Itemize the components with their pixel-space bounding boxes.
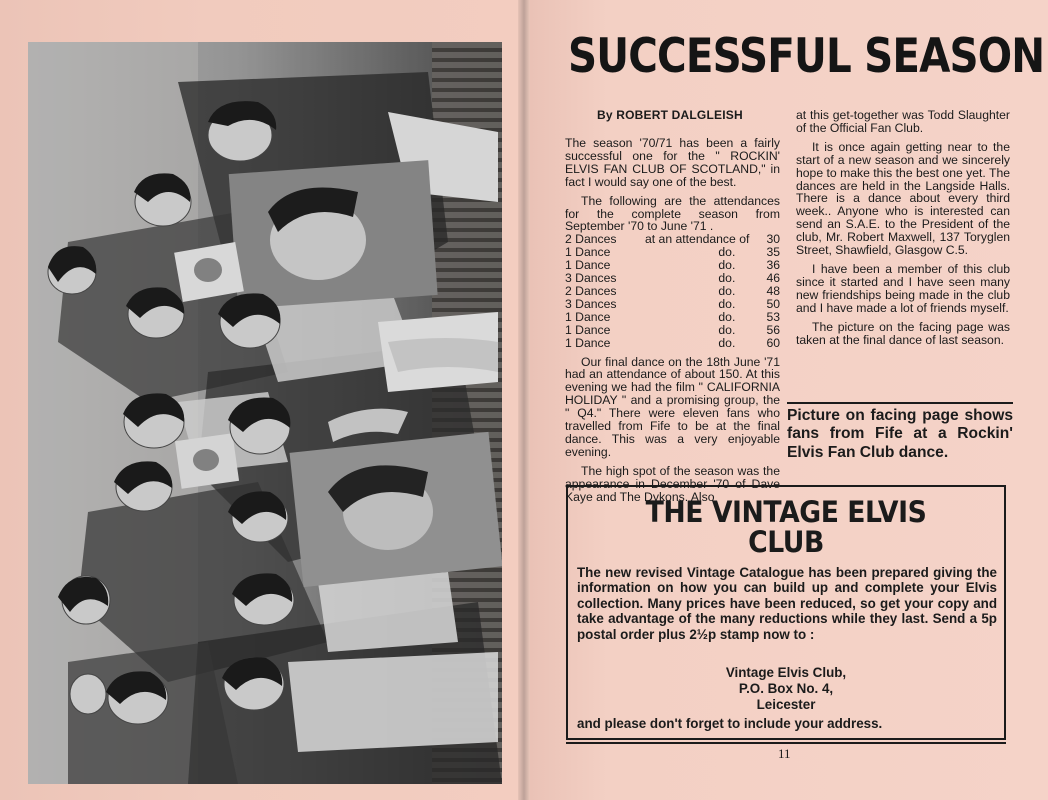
attendance-value: 30 xyxy=(766,232,780,247)
attendance-value: 56 xyxy=(766,322,780,337)
page-number: 11 xyxy=(778,746,791,761)
attendance-note: do. xyxy=(718,322,736,337)
attendance-count: 2 Dances xyxy=(565,232,617,247)
article-column-right xyxy=(796,109,1010,346)
ad-address-line: P.O. Box No. 4, xyxy=(738,681,834,696)
ad-title-line2: CLUB xyxy=(748,525,824,559)
article-paragraph: The season '70/71 has been a fairly successful one for the " ROCKIN' ELVIS FAN CLUB OF SCOTLAND," in fact I would say one of the best. xyxy=(565,136,780,189)
article-title: SUCCESSFUL SEASON xyxy=(568,29,1045,84)
ad-address xyxy=(568,665,1004,713)
attendance-row xyxy=(565,298,780,311)
attendance-count: 3 Dances xyxy=(565,296,617,311)
left-page xyxy=(0,0,520,800)
attendance-count: 1 Dance xyxy=(565,258,611,273)
attendance-count: 1 Dance xyxy=(565,309,611,324)
ad-address-line: Leicester xyxy=(756,697,816,712)
attendance-row xyxy=(565,311,780,324)
vintage-elvis-club-ad xyxy=(566,485,1006,740)
article-paragraph: It is once again getting near to the start of a new season and we sincerely hope to make this the best one yet. The dances are held in the Langside Halls. There is a dance about every third week.. Anyone who is interested can send an S.A.E. to the President of the club, Mr. Robert Maxwell, 137 Toryglen Street, Shawfield, Glasgow C.5. xyxy=(796,139,1010,258)
article-column-left xyxy=(565,137,780,503)
attendance-note: do. xyxy=(718,271,736,286)
attendance-row xyxy=(565,324,780,337)
article-paragraph: The high spot of the season was the appearance in December '70 of Dave Kaye and The Dykons. Also xyxy=(565,463,780,504)
attendance-note: do. xyxy=(718,258,736,273)
ad-body-text: The new revised Vintage Catalogue has been prepared giving the information on how you can build up and complete your Elvis collection. Many prices have been reduced, so get your copy and take advantage of the many reductions while they last. Send a 5p postal order plus 2½p stamp now to : xyxy=(577,565,997,642)
page-fold xyxy=(518,0,530,800)
attendance-value: 46 xyxy=(766,271,780,286)
ad-address-line: Vintage Elvis Club, xyxy=(725,665,847,680)
fan-club-group-photo xyxy=(28,42,502,784)
attendance-value: 48 xyxy=(766,283,780,298)
ad-bottom-rule xyxy=(566,742,1006,744)
attendance-value: 60 xyxy=(766,335,780,350)
article-paragraph: I have been a member of this club since it started and I have seen many new friendships being made in the club and I have made a lot of friends myself. xyxy=(796,261,1010,315)
attendance-note: do. xyxy=(718,245,736,260)
ad-title-line1: THE VINTAGE ELVIS xyxy=(645,495,927,529)
attendance-count: 1 Dance xyxy=(565,335,611,350)
attendance-row xyxy=(565,285,780,298)
attendance-row xyxy=(565,337,780,350)
attendance-note: do. xyxy=(718,309,736,324)
article-paragraph: The picture on the facing page was taken at the final dance of last season. xyxy=(796,319,1010,347)
attendance-count: 1 Dance xyxy=(565,322,611,337)
attendance-note: at an attendance of xyxy=(645,232,750,247)
article-paragraph: at this get-together was Todd Slaughter of the Official Fan Club. xyxy=(796,108,1010,135)
attendance-table xyxy=(565,233,780,349)
attendance-note: do. xyxy=(718,283,736,298)
picture-caption: Picture on facing page shows fans from Fife at a Rockin' Elvis Fan Club dance. xyxy=(787,402,1013,462)
attendance-value: 50 xyxy=(766,296,780,311)
attendance-count: 3 Dances xyxy=(565,271,617,286)
attendance-count: 1 Dance xyxy=(565,245,611,260)
attendance-note: do. xyxy=(718,335,736,350)
attendance-count: 2 Dances xyxy=(565,283,617,298)
attendance-note: do. xyxy=(718,296,736,311)
ad-footer-text: and please don't forget to include your address. xyxy=(577,716,883,731)
article-paragraph: Our final dance on the 18th June '71 had an attendance of about 150. At this evening we had the film " CALIFORNIA HOLIDAY " and a promising group, the " Q4." There were eleven fans who travelled from Fife to be at the final dance. This was a very enjoyable evening. xyxy=(565,354,780,459)
article-byline: By ROBERT DALGLEISH xyxy=(597,108,743,122)
article-paragraph: The following are the attendances for the complete season from September '70 to June '71 . xyxy=(565,193,780,234)
attendance-value: 53 xyxy=(766,309,780,324)
attendance-value: 35 xyxy=(766,245,780,260)
attendance-value: 36 xyxy=(766,258,780,273)
